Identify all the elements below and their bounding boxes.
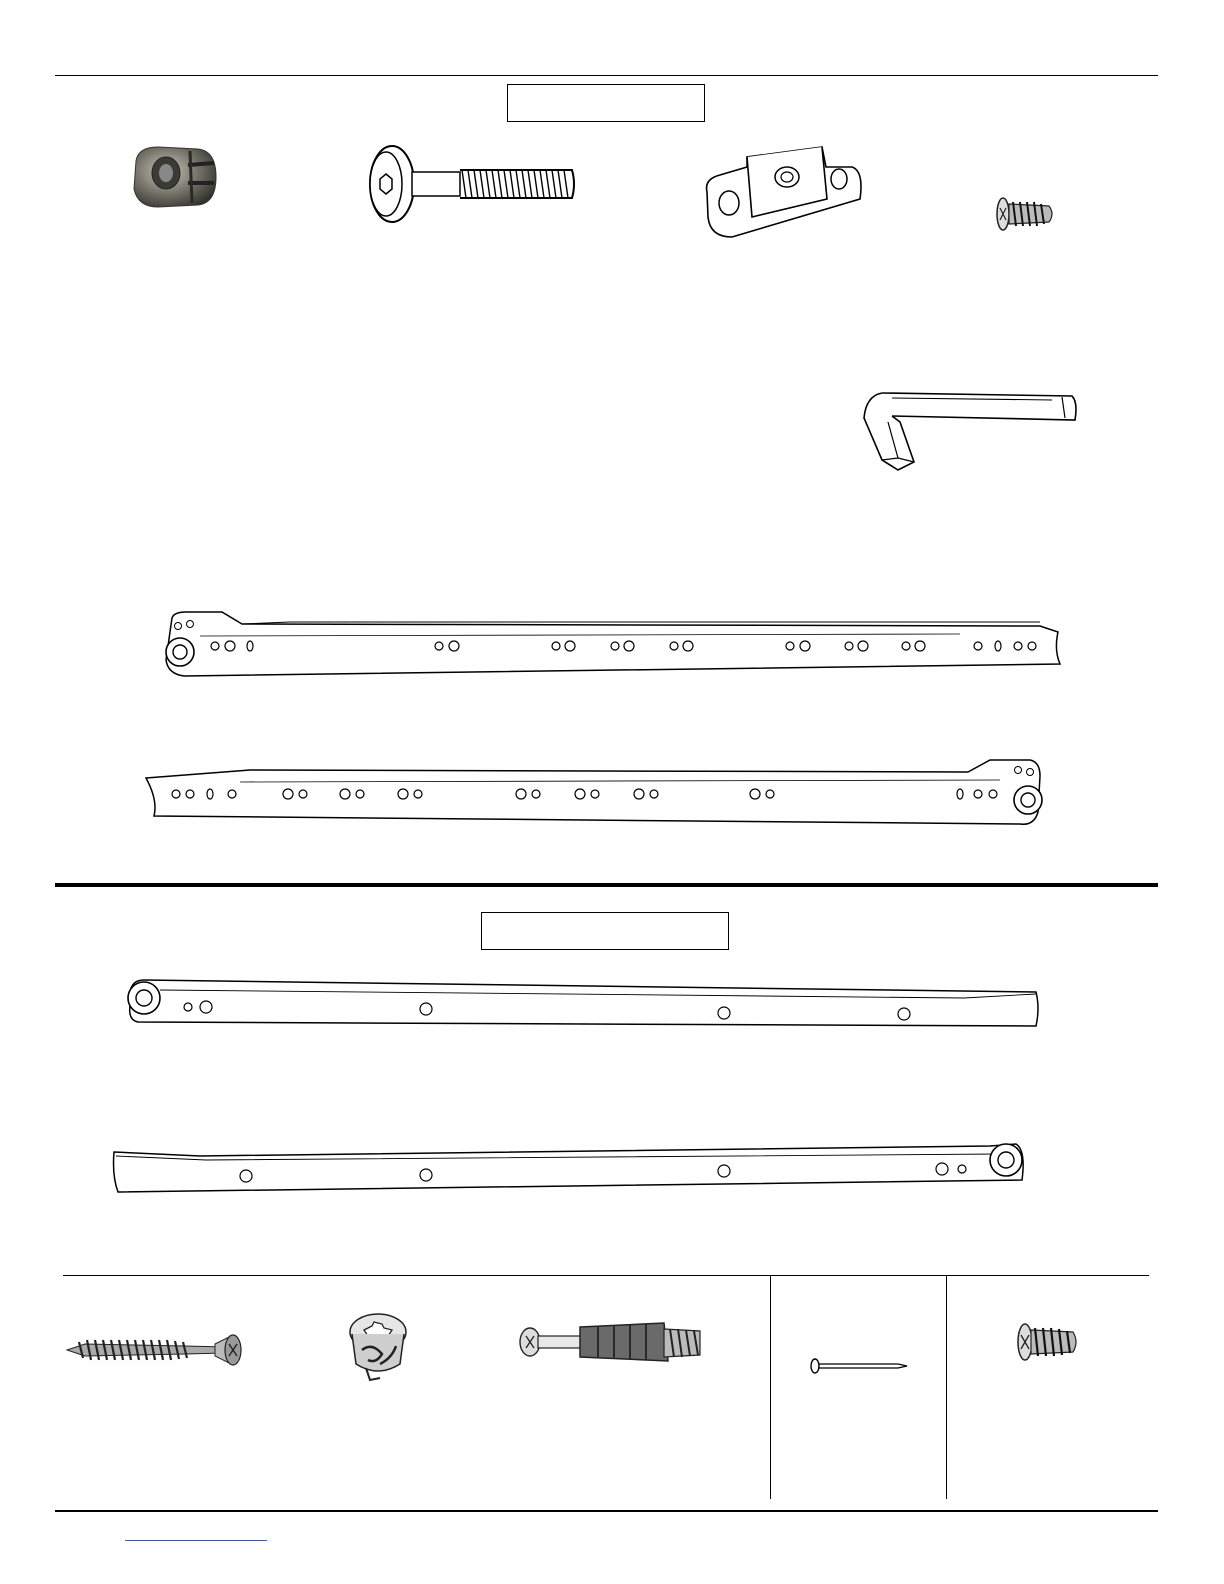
mounting-bracket-icon bbox=[702, 137, 867, 242]
parts-table-divider-2 bbox=[946, 1275, 947, 1499]
drawer-runner-left-icon bbox=[124, 976, 1044, 1036]
nail-icon bbox=[810, 1356, 910, 1376]
parts-table-divider-1 bbox=[770, 1275, 771, 1499]
drawer-slide-rail-right-icon bbox=[140, 758, 1050, 828]
section1-label bbox=[507, 84, 705, 122]
section2-label bbox=[481, 912, 729, 950]
section-divider bbox=[55, 883, 1158, 887]
drawer-slide-rail-left-icon bbox=[160, 610, 1070, 680]
euro-screw-icon bbox=[1017, 1322, 1079, 1362]
bottom-divider bbox=[55, 1510, 1158, 1512]
short-screw-icon bbox=[995, 196, 1055, 232]
footer-link[interactable] bbox=[125, 1540, 267, 1541]
long-wood-screw-icon bbox=[65, 1330, 245, 1370]
cam-bolt-dowel-icon bbox=[518, 1317, 703, 1367]
parts-table-top bbox=[63, 1275, 1149, 1276]
cam-lock-icon bbox=[348, 1312, 408, 1382]
allen-key-icon bbox=[862, 388, 1082, 478]
drawer-runner-right-icon bbox=[110, 1140, 1030, 1200]
top-divider bbox=[55, 75, 1158, 76]
connector-bolt-icon bbox=[362, 144, 577, 224]
cam-lock-nut-icon bbox=[128, 143, 218, 213]
